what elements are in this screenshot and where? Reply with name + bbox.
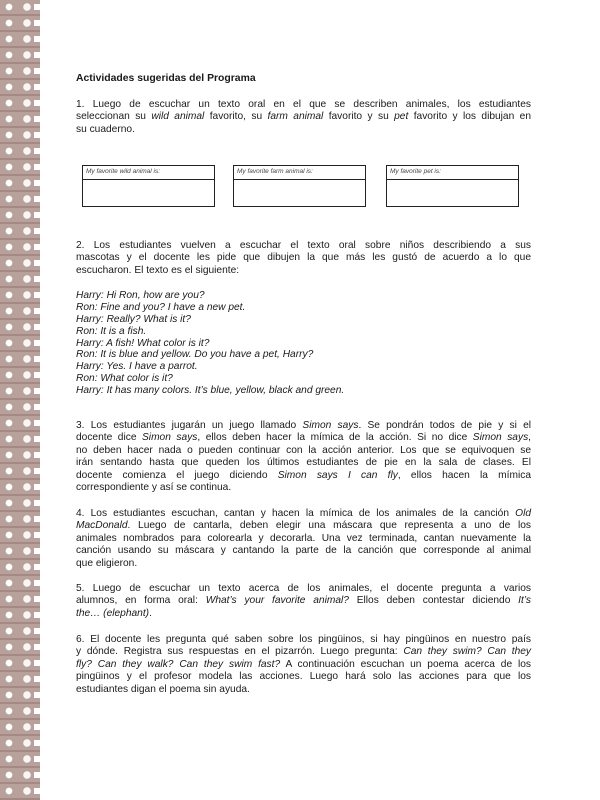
paragraph-line: su cuaderno. <box>76 123 135 135</box>
border-notch <box>34 420 44 426</box>
border-notch <box>34 228 44 234</box>
paragraph-line: pingüinos y el profesor modela las acciones. Luego hará solo las acciones para que los <box>76 671 531 683</box>
paragraph-line: escucharon. El texto es el siguiente: <box>76 264 240 276</box>
dialogue-line: Ron: It is blue and yellow. Do you have a pet, Harry? <box>76 349 314 361</box>
border-notch <box>34 52 44 58</box>
paragraph-line: correspondiente y así se continua. <box>76 482 232 494</box>
border-notch <box>34 516 44 522</box>
paragraph-line: animales nombrados para colorearla y decorarla. Una vez terminada, cantan nuevamente la <box>76 532 531 544</box>
border-notch <box>34 468 44 474</box>
dialogue-line: Ron: What color is it? <box>76 373 173 385</box>
border-notch <box>34 308 44 314</box>
paragraph-line: fly? Can they walk? Can they swim fast? A continuación escuchan un poema acerca de los <box>76 658 531 670</box>
border-notch <box>34 356 44 362</box>
border-notch <box>34 612 44 618</box>
activity-6 <box>76 634 531 696</box>
border-notch <box>34 324 44 330</box>
border-notch <box>34 164 44 170</box>
border-notch <box>34 84 44 90</box>
border-notch <box>34 676 44 682</box>
paragraph-line: seleccionan su wild animal favorito, su farm animal favorito y su pet favorito y los dibujan en <box>76 111 531 123</box>
border-notch <box>34 276 44 282</box>
border-notch <box>34 260 44 266</box>
paragraph-line: docente comienza el juego diciendo Simon says I can fly, ellos hacen la mímica <box>76 469 532 481</box>
border-notch <box>34 772 44 778</box>
dialogue-text <box>76 290 344 397</box>
activity-2 <box>76 240 531 277</box>
border-notch <box>34 372 44 378</box>
paragraph-line: no deben hacer nada o pueden continuar con la acción anterior. Los que se equivoquen se <box>76 444 531 456</box>
paragraph-line: y dónde. Registra sus respuestas en el pizarrón. Luego pregunta: Can they swim? Can they <box>76 646 531 658</box>
activity-3 <box>76 420 531 494</box>
border-notch <box>34 196 44 202</box>
paragraph-line: 1. Luego de escuchar un texto oral en el que se describen animales, los estudiantes <box>76 99 531 110</box>
border-notch <box>34 4 44 10</box>
border-notch <box>34 756 44 762</box>
paragraph-line: 3. Los estudiantes jugarán un juego llamado Simon says. Se pondrán todos de pie y si el <box>76 420 531 431</box>
paragraph-line: estudiantes digan el poema sin ayuda. <box>76 683 250 695</box>
border-notch <box>34 148 44 154</box>
border-notch <box>34 100 44 106</box>
dialogue-line: Harry: Yes. I have a parrot. <box>76 361 198 373</box>
favorite-farm-animal-box[interactable] <box>233 165 366 207</box>
favorite-wild-animal-box[interactable] <box>82 165 215 207</box>
paragraph-line: 6. El docente les pregunta qué saben sobre los pingüinos, si hay pingüinos en nuestro país <box>76 634 531 645</box>
border-notch <box>34 244 44 250</box>
dialogue-line: Harry: Really? What is it? <box>76 313 191 325</box>
activity-4 <box>76 508 531 570</box>
dialogue-line: Harry: A fish! What color is it? <box>76 337 210 349</box>
border-notch <box>34 132 44 138</box>
border-notch <box>34 532 44 538</box>
border-notch <box>34 436 44 442</box>
favorites-boxes <box>82 165 532 211</box>
paragraph-line: que eligieron. <box>76 557 138 569</box>
border-notch <box>34 484 44 490</box>
section-heading: Actividades sugeridas del Programa <box>76 73 256 84</box>
paragraph-line: alumnos, en forma oral: What’s your favorite animal? Ellos deben contestar diciendo It’s <box>76 595 532 607</box>
activity-1 <box>76 99 531 136</box>
border-notch <box>34 596 44 602</box>
border-notch <box>34 452 44 458</box>
favorite-box-label: My favorite wild animal is: <box>83 166 214 180</box>
border-notch <box>34 68 44 74</box>
paragraph-line: 2. Los estudiantes vuelven a escuchar el texto oral sobre niños describiendo a sus <box>76 240 531 251</box>
border-notch <box>34 180 44 186</box>
dialogue-line: Harry: It has many colors. It’s blue, yellow, black and green. <box>76 385 345 397</box>
border-notch <box>34 548 44 554</box>
border-notch <box>34 292 44 298</box>
border-notch <box>34 708 44 714</box>
dialogue-line: Ron: It is a fish. <box>76 325 147 337</box>
border-notch <box>34 340 44 346</box>
border-notch <box>34 692 44 698</box>
border-notch <box>34 644 44 650</box>
border-notch <box>34 500 44 506</box>
border-notch <box>34 20 44 26</box>
paragraph-line: mascotas y el docente les pide que dibujen la que más les gustó de acuerdo a lo que <box>76 252 531 264</box>
border-notch <box>34 580 44 586</box>
paragraph-line: 4. Los estudiantes escuchan, cantan y hacen la mímica de los animales de la canción Old <box>76 508 531 519</box>
border-notch <box>34 116 44 122</box>
paragraph-line: canción usando su máscara y cantando la parte de la canción que corresponde al animal <box>76 545 531 557</box>
dialogue-line: Harry: Hi Ron, how are you? <box>76 290 205 301</box>
border-notch <box>34 660 44 666</box>
paragraph-line: irán sentando hasta que queden los últimos estudiantes de pie en la sala de clases. El <box>76 457 531 469</box>
border-notch <box>34 788 44 794</box>
border-notch <box>34 212 44 218</box>
favorite-pet-box[interactable] <box>386 165 519 207</box>
favorite-box-label: My favorite farm animal is: <box>234 166 365 180</box>
dialogue-line: Ron: Fine and you? I have a new pet. <box>76 301 246 313</box>
activity-5 <box>76 583 531 620</box>
paragraph-line: docente dice Simon says, ellos deben hacer la mímica de la acción. Si no dice Simon says, <box>76 432 532 444</box>
border-notch <box>34 724 44 730</box>
favorite-box-label: My favorite pet is: <box>387 166 518 180</box>
border-notch <box>34 628 44 634</box>
border-notch <box>34 36 44 42</box>
paragraph-line: the… (elephant). <box>76 607 152 619</box>
paragraph-line: MacDonald. Luego de cantarla, deben elegir una máscara que representa a uno de los <box>76 520 531 532</box>
border-notch <box>34 388 44 394</box>
paragraph-line: 5. Luego de escuchar un texto acerca de los animales, el docente pregunta a varios <box>76 583 531 594</box>
border-notch <box>34 404 44 410</box>
border-notch <box>34 740 44 746</box>
border-notch <box>34 564 44 570</box>
